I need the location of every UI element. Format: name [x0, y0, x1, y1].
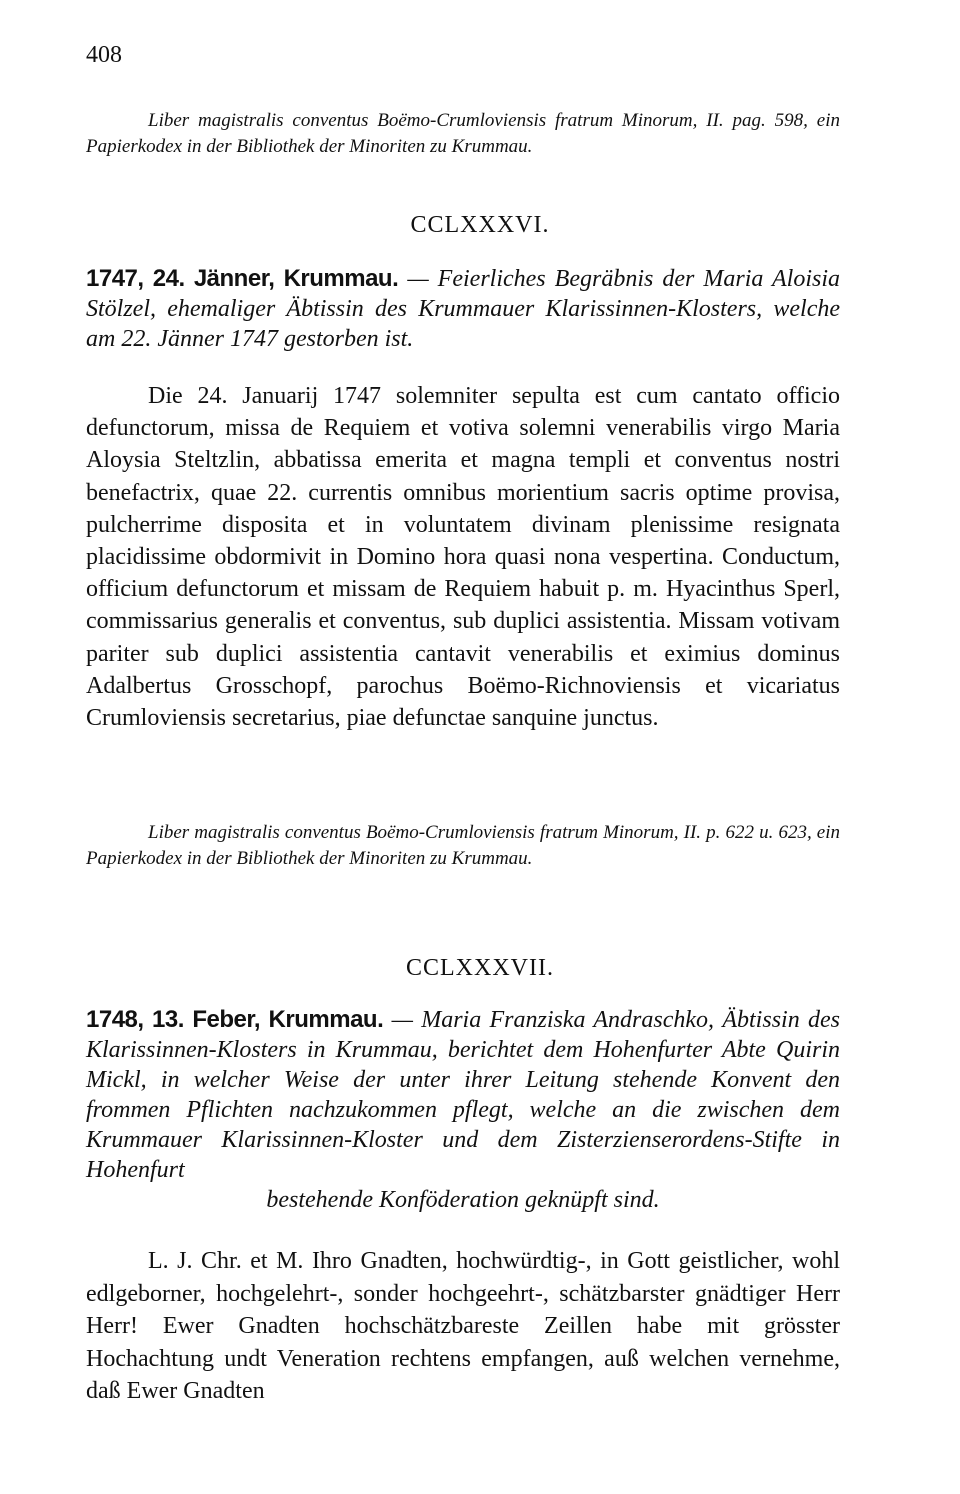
- entry-287-date-place: 1748, 13. Feber, Krummau.: [86, 1006, 384, 1033]
- entry-286-numeral: CCLXXXVI.: [410, 212, 550, 238]
- entry-287-numeral: CCLXXXVII.: [406, 955, 554, 981]
- entry-287-summary: — Maria Franziska Andraschko, Äbtissin des Klarissinnen-Klosters in Krummau, berichtet dem Hohenfurter Abte Quirin Mickl, in welcher Weise der unter ihrer Leitung stehende Konvent den frommen Pflichten nachzukommen pflegt, welche an die zwischen dem Krummauer Klarissinnen-Kloster und dem Zisterzienserordens-Stifte in Hohenfurt: [86, 1007, 841, 1183]
- page-number: 408: [86, 42, 122, 68]
- entry-286-source-note: [86, 820, 840, 872]
- entry-287-summary-tail: bestehende Konföderation geknüpft sind.: [266, 1187, 660, 1213]
- source-note-top: [86, 108, 840, 160]
- entry-286-source-note-text: Liber magistralis conventus Boëmo-Crumloviensis fratrum Minorum, II. p. 622 u. 623, ein Papierkodex in der Bibliothek der Minoriten zu Krummau.: [86, 822, 840, 869]
- entry-286-summary: — Feierliches Begräbnis der Maria Aloisia Stölzel, ehemaliger Äbtissin des Krummauer Klarissinnen-Klosters, welche am 22. Jänner 1747 gestorben ist.: [86, 266, 841, 352]
- entry-287-heading: [86, 1005, 840, 1215]
- entry-286-date-place: 1747, 24. Jänner, Krummau.: [86, 265, 399, 292]
- entry-286-heading: [86, 264, 840, 354]
- source-note-text: Liber magistralis conventus Boëmo-Crumloviensis fratrum Minorum, II. pag. 598, ein Papierkodex in der Bibliothek der Minoriten zu Krummau.: [86, 110, 840, 157]
- entry-286-body: Die 24. Januarij 1747 solemniter sepulta est cum cantato officio defunctorum, missa de Requiem et votiva solemni venerabilis virgo Maria Aloysia Steltzlin, abbatissa emerita et magna templi et conventus nostri benefactrix, quae 22. currentis omnibus morientium sacris optime provisa, pulcherrime disposita et in voluntatem divinam plenissime resignata placidissime obdormivit in Domino hora quasi nona vespertina. Conductum, officium defunctorum et missam de Requiem habuit p. m. Hyacinthus Sperl, commissarius generalis et conventus, sub duplici assistentia. Missam votivam pariter sub duplici assistentia cantavit venerabilis et eximius dominus Adalbertus Grosschopf, parochus Boëmo-Richnoviensis et vicariatus Crumloviensis secretarius, piae defunctae sanquine junctus.: [86, 383, 840, 732]
- entry-287-body: L. J. Chr. et M. Ihro Gnadten, hochwürdtig-, in Gott geistlicher, wohl edlgeborner, hochgelehrt-, sonder hochgeehrt-, schätzbarster gnädtiger Herr Herr! Ewer Gnadten hochschätzbareste Zeillen habe mit grösster Hochachtung undt Veneration rechtens empfangen, auß welchen vernehme, daß Ewer Gnadten: [86, 1248, 840, 1405]
